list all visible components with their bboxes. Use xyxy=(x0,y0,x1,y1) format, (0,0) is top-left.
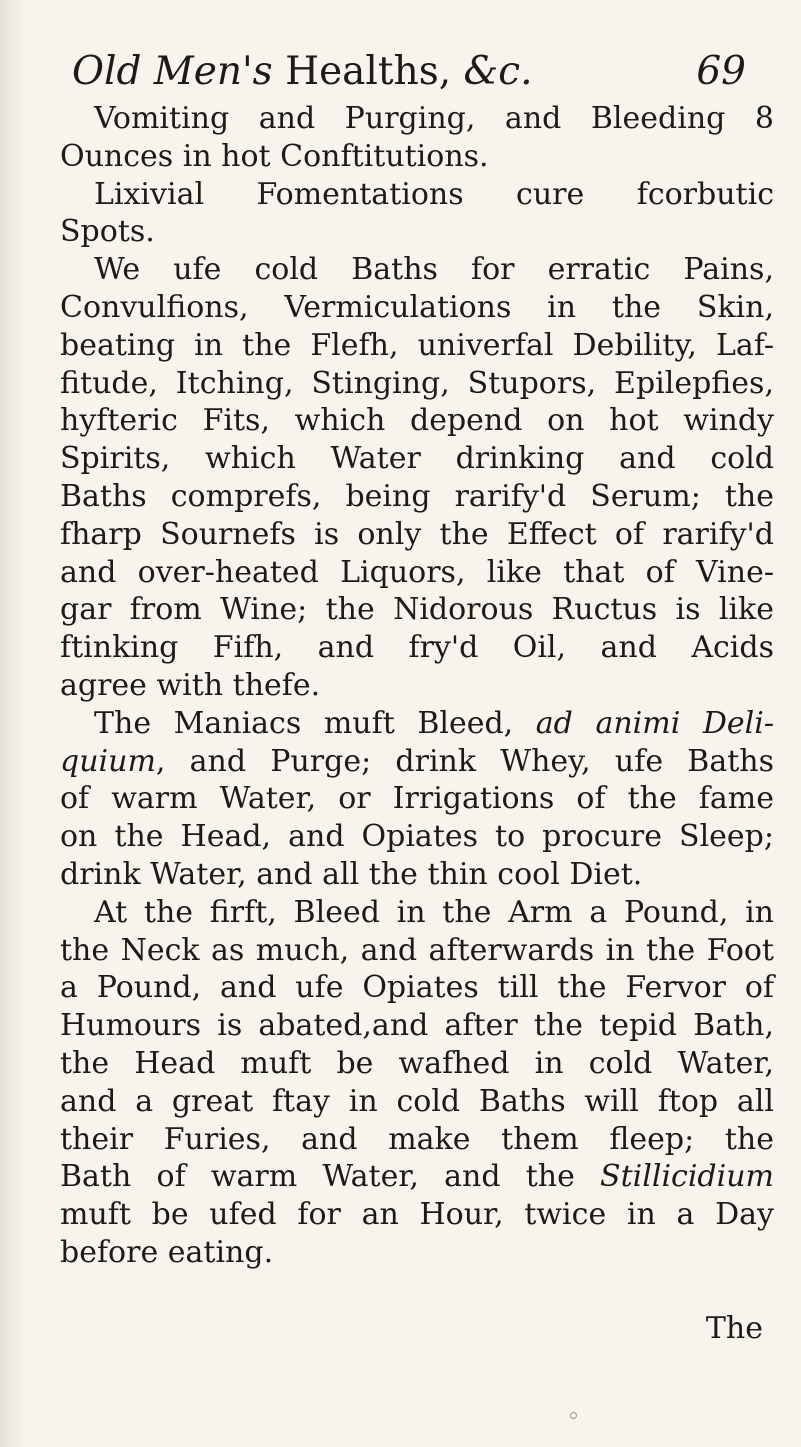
running-title xyxy=(72,42,533,102)
text-line: Ounces in hot Conftitutions. xyxy=(60,138,489,174)
text-line: fitude, Itching, Stinging, Stupors, Epilepfies, xyxy=(60,365,774,401)
text-line: Humours is abated,and after the tepid Bath, xyxy=(60,1008,774,1044)
text-line: before eating. xyxy=(60,1234,274,1270)
text-line: Convulfions, Vermiculations in the Skin, xyxy=(60,289,774,325)
text-line: Spirits, which Water drinking and cold xyxy=(60,441,774,477)
paragraph-first-bleed xyxy=(60,894,774,1272)
text-line: their Furies, and make them fleep; the xyxy=(60,1121,774,1157)
text-line: ftinking Fifh, and fry'd Oil, and Acids xyxy=(60,630,774,666)
text-line: muft be ufed for an Hour, twice in a Day xyxy=(60,1197,774,1233)
text-line: and over-heated Liquors, like that of Vine- xyxy=(60,554,774,590)
text-line: the Neck as much, and afterwards in the Foot xyxy=(60,932,774,968)
text-line: and a great ftay in cold Baths will ftop all xyxy=(60,1083,774,1119)
text-line xyxy=(60,705,774,743)
running-title-roman: Healths, xyxy=(285,49,452,94)
text-line: We ufe cold Baths for erratic Pains, xyxy=(94,252,774,288)
page-number: 69 xyxy=(696,49,746,94)
running-title-etc: &c. xyxy=(463,49,533,94)
text-line: fharp Sournefs is only the Effect of rarify'd xyxy=(60,516,774,552)
text-line: At the firft, Bleed in the Arm a Pound, in xyxy=(94,894,774,930)
text-line: Baths comprefs, being rarify'd Serum; the xyxy=(60,478,774,514)
text-run: The Maniacs muft Bleed, xyxy=(94,705,536,741)
paragraph-vomiting xyxy=(60,100,774,176)
paragraph-cold-baths xyxy=(60,251,774,705)
text-run: , and Purge; drink Whey, ufe Baths xyxy=(155,743,774,779)
text-line: beating in the Flefh, univerfal Debility, Laf- xyxy=(60,327,774,363)
text-line xyxy=(60,743,774,781)
text-line: the Head muft be wafhed in cold Water, xyxy=(60,1045,774,1081)
paragraph-lixivial xyxy=(60,176,774,252)
catchword: The xyxy=(705,1311,763,1346)
text-line: a Pound, and ufe Opiates till the Fervor of xyxy=(60,970,774,1006)
paper-speck xyxy=(570,1412,577,1419)
text-line: Spots. xyxy=(60,214,155,250)
text-line: of warm Water, or Irrigations of the fame xyxy=(60,781,774,817)
text-line: agree with thefe. xyxy=(60,667,321,703)
text-line: on the Head, and Opiates to procure Sleep; xyxy=(60,819,774,855)
text-line: hyfteric Fits, which depend on hot windy xyxy=(60,403,774,439)
italic-run: Stillicidium xyxy=(600,1159,774,1195)
paragraph-maniacs xyxy=(60,705,774,894)
text-line xyxy=(60,1158,774,1196)
gutter-shadow xyxy=(0,0,26,1447)
italic-run: quium xyxy=(60,743,156,779)
text-line: drink Water, and all the thin cool Diet. xyxy=(60,856,643,892)
body-text xyxy=(60,100,774,1272)
text-line: Lixivial Fomentations cure fcorbutic xyxy=(94,176,774,212)
text-line: Vomiting and Purging, and Bleeding 8 xyxy=(94,101,774,136)
running-title-italic: Old Men's xyxy=(72,49,273,94)
text-run: Bath of warm Water, and the xyxy=(60,1159,601,1195)
running-header xyxy=(64,42,764,102)
text-line: gar from Wine; the Nidorous Ructus is like xyxy=(60,592,774,628)
italic-run: ad animi Deli- xyxy=(535,705,775,741)
